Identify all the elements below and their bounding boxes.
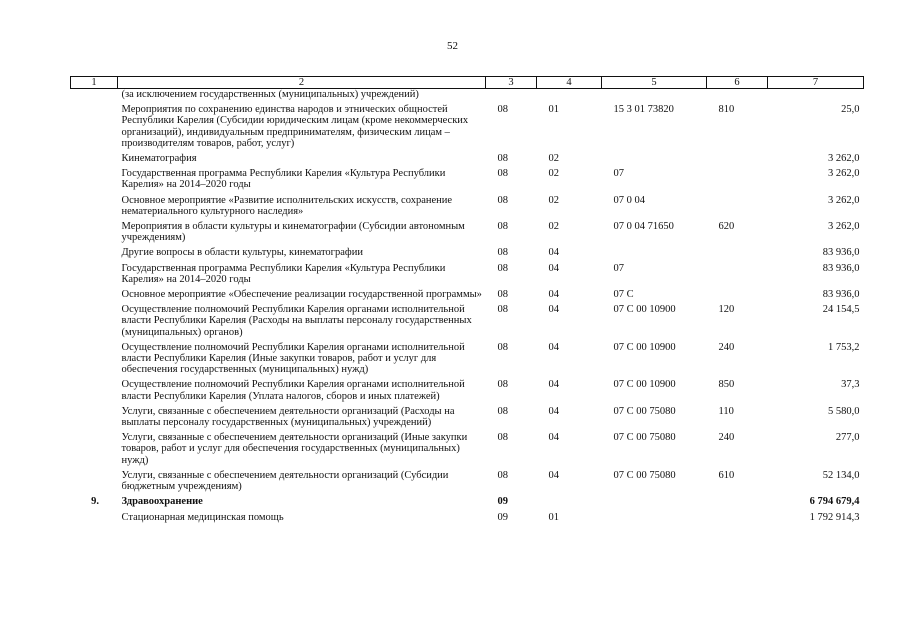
row-expense-type: 610	[718, 469, 735, 481]
row-expense-type	[707, 244, 768, 259]
row-amount: 3 262,0	[828, 221, 860, 233]
row-section: 08	[497, 341, 508, 353]
row-number	[71, 509, 118, 524]
row-number	[71, 260, 118, 286]
row-number	[71, 339, 118, 377]
row-target-article	[602, 493, 707, 508]
row-name: Здравоохранение	[121, 496, 203, 508]
row-number	[71, 218, 118, 244]
row-expense-type	[707, 150, 768, 165]
row-target-article: 15 3 01 73820	[613, 104, 674, 116]
row-number	[71, 150, 118, 165]
table-row	[71, 301, 864, 339]
row-amount: 3 262,0	[828, 153, 860, 165]
row-section: 08	[497, 469, 508, 481]
table-row	[71, 89, 864, 102]
row-subsection	[537, 493, 602, 508]
row-target-article	[602, 89, 707, 102]
row-subsection: 04	[548, 262, 559, 274]
row-number	[71, 89, 118, 102]
row-number	[71, 192, 118, 218]
table-row	[71, 403, 864, 429]
row-amount: 52 134,0	[822, 469, 860, 481]
row-section: 09	[497, 496, 508, 508]
row-number	[71, 403, 118, 429]
row-name: Другие вопросы в области культуры, кинематографии	[121, 247, 363, 259]
header-col-4: 4	[537, 77, 602, 89]
row-name: Государственная программа Республики Карелия «Культура Республики Карелия» на 2014–2020 годы	[121, 262, 446, 285]
row-target-article: 07 0 04 71650	[613, 221, 674, 233]
row-expense-type	[707, 260, 768, 286]
row-name: Осуществление полномочий Республики Карелия органами исполнительной власти Республики Карелия (Уплата налогов, сборов и иных платежей)	[121, 379, 465, 402]
row-amount: 3 262,0	[828, 194, 860, 206]
row-subsection: 04	[548, 469, 559, 481]
row-expense-type: 810	[718, 104, 735, 116]
row-target-article	[602, 150, 707, 165]
row-subsection: 04	[548, 379, 559, 391]
row-name: Услуги, связанные с обеспечением деятельности организаций (Иные закупки товаров, работ и услуг для обеспечения государственных (муниципальных) нужд)	[121, 432, 468, 466]
row-amount: 1 792 914,3	[809, 511, 860, 523]
row-amount: 83 936,0	[822, 262, 860, 274]
table-row	[71, 493, 864, 508]
row-subsection: 04	[548, 247, 559, 259]
header-col-1: 1	[71, 77, 118, 89]
row-section: 08	[497, 104, 508, 116]
row-subsection: 02	[548, 194, 559, 206]
row-section: 08	[497, 247, 508, 259]
row-target-article: 07 С 00 75080	[613, 469, 676, 481]
row-expense-type: 120	[718, 304, 735, 316]
row-number	[71, 286, 118, 301]
table-row	[71, 165, 864, 191]
row-expense-type	[707, 192, 768, 218]
row-target-article	[602, 244, 707, 259]
table-row	[71, 467, 864, 493]
row-subsection	[537, 89, 602, 102]
row-number	[71, 301, 118, 339]
row-expense-type	[707, 509, 768, 524]
header-row	[71, 77, 864, 89]
row-number	[71, 244, 118, 259]
row-subsection: 02	[548, 168, 559, 180]
row-expense-type: 240	[718, 432, 735, 444]
row-amount: 1 753,2	[828, 341, 860, 353]
row-section: 08	[497, 405, 508, 417]
row-target-article: 07 С 00 10900	[613, 304, 676, 316]
table-row	[71, 260, 864, 286]
row-section: 08	[497, 168, 508, 180]
row-number	[71, 165, 118, 191]
table-row	[71, 339, 864, 377]
row-expense-type: 110	[718, 405, 734, 417]
row-expense-type: 240	[718, 341, 735, 353]
row-target-article: 07 С 00 10900	[613, 379, 676, 391]
row-section: 08	[497, 304, 508, 316]
row-name: Услуги, связанные с обеспечением деятельности организаций (Субсидии бюджетным учреждениям)	[121, 469, 449, 493]
row-section: 08	[497, 153, 508, 165]
table-row	[71, 218, 864, 244]
row-section	[486, 89, 537, 102]
row-amount: 5 580,0	[828, 405, 860, 417]
row-amount: 83 936,0	[822, 289, 860, 301]
row-name: Осуществление полномочий Республики Карелия органами исполнительной власти Республики Карелия (Иные закупки товаров, работ и услуг для обеспечения государственных (муниципальных) нужд)	[121, 341, 465, 376]
row-amount: 37,3	[841, 379, 860, 391]
row-target-article: 07	[613, 168, 624, 180]
row-section: 08	[497, 432, 508, 444]
row-name: Мероприятия по сохранению единства народов и этнических общностей Республики Карелия (Субсидии юридическим лицам (кроме некоммерческих организаций), индивидуальным предпринимателям, физическим лицам – производителям товаров, работ, услуг)	[121, 104, 469, 149]
row-subsection: 02	[548, 221, 559, 233]
row-subsection: 04	[548, 341, 559, 353]
row-subsection: 04	[548, 289, 559, 301]
table-row	[71, 150, 864, 165]
table-row	[71, 101, 864, 150]
budget-table	[70, 76, 864, 524]
row-subsection: 02	[548, 153, 559, 165]
row-subsection: 04	[548, 432, 559, 444]
row-name: Государственная программа Республики Карелия «Культура Республики Карелия» на 2014–2020 годы	[121, 168, 446, 191]
row-target-article	[602, 509, 707, 524]
table-row	[71, 286, 864, 301]
row-target-article: 07 С	[613, 289, 634, 301]
row-expense-type	[707, 286, 768, 301]
row-name: Мероприятия в области культуры и кинематографии (Субсидии автономным учреждениям)	[121, 221, 465, 244]
header-col-2: 2	[118, 77, 486, 89]
table-header	[71, 77, 864, 89]
table-row	[71, 429, 864, 467]
row-target-article: 07 0 04	[613, 194, 645, 206]
row-amount: 277,0	[835, 432, 860, 444]
row-expense-type: 850	[718, 379, 735, 391]
row-number: 9.	[91, 496, 99, 508]
row-amount: 3 262,0	[828, 168, 860, 180]
header-col-5: 5	[602, 77, 707, 89]
row-number	[71, 101, 118, 150]
row-section: 08	[497, 221, 508, 233]
row-number	[71, 467, 118, 493]
row-subsection: 01	[548, 104, 559, 116]
row-section: 08	[497, 194, 508, 206]
row-expense-type: 620	[718, 221, 735, 233]
header-col-3: 3	[486, 77, 537, 89]
row-subsection: 04	[548, 405, 559, 417]
row-target-article: 07 С 00 75080	[613, 405, 676, 417]
row-expense-type	[707, 89, 768, 102]
row-amount: 83 936,0	[822, 247, 860, 259]
row-name: (за исключением государственных (муниципальных) учреждений)	[121, 89, 419, 100]
row-name: Основное мероприятие «Развитие исполнительских искусств, сохранение нематериального культурного наследия»	[121, 194, 453, 217]
row-number	[71, 429, 118, 467]
row-name: Стационарная медицинская помощь	[121, 511, 284, 523]
row-target-article: 07 С 00 75080	[613, 432, 676, 444]
row-expense-type	[707, 493, 768, 508]
row-section: 08	[497, 262, 508, 274]
row-amount: 25,0	[841, 104, 860, 116]
row-amount	[768, 89, 864, 102]
header-col-7: 7	[768, 77, 864, 89]
row-section: 08	[497, 289, 508, 301]
row-name: Основное мероприятие «Обеспечение реализации государственной программы»	[121, 289, 482, 301]
row-name: Услуги, связанные с обеспечением деятельности организаций (Расходы на выплаты персоналу государственных (муниципальных) учреждений)	[121, 405, 455, 429]
table-row	[71, 244, 864, 259]
row-section: 09	[497, 511, 508, 523]
header-col-6: 6	[707, 77, 768, 89]
page-number: 52	[447, 40, 458, 52]
row-name: Осуществление полномочий Республики Карелия органами исполнительной власти Республики Карелия (Расходы на выплаты персоналу государственных (муниципальных) органов)	[121, 304, 472, 338]
row-target-article: 07	[613, 262, 624, 274]
row-name: Кинематография	[121, 153, 197, 165]
row-amount: 6 794 679,4	[809, 496, 860, 508]
table-body	[71, 89, 864, 524]
table-row	[71, 509, 864, 524]
row-expense-type	[707, 165, 768, 191]
row-number	[71, 376, 118, 402]
row-section: 08	[497, 379, 508, 391]
table-row	[71, 192, 864, 218]
row-subsection: 04	[548, 304, 559, 316]
row-target-article: 07 С 00 10900	[613, 341, 676, 353]
table-row	[71, 376, 864, 402]
row-subsection: 01	[548, 511, 559, 523]
row-amount: 24 154,5	[822, 304, 860, 316]
